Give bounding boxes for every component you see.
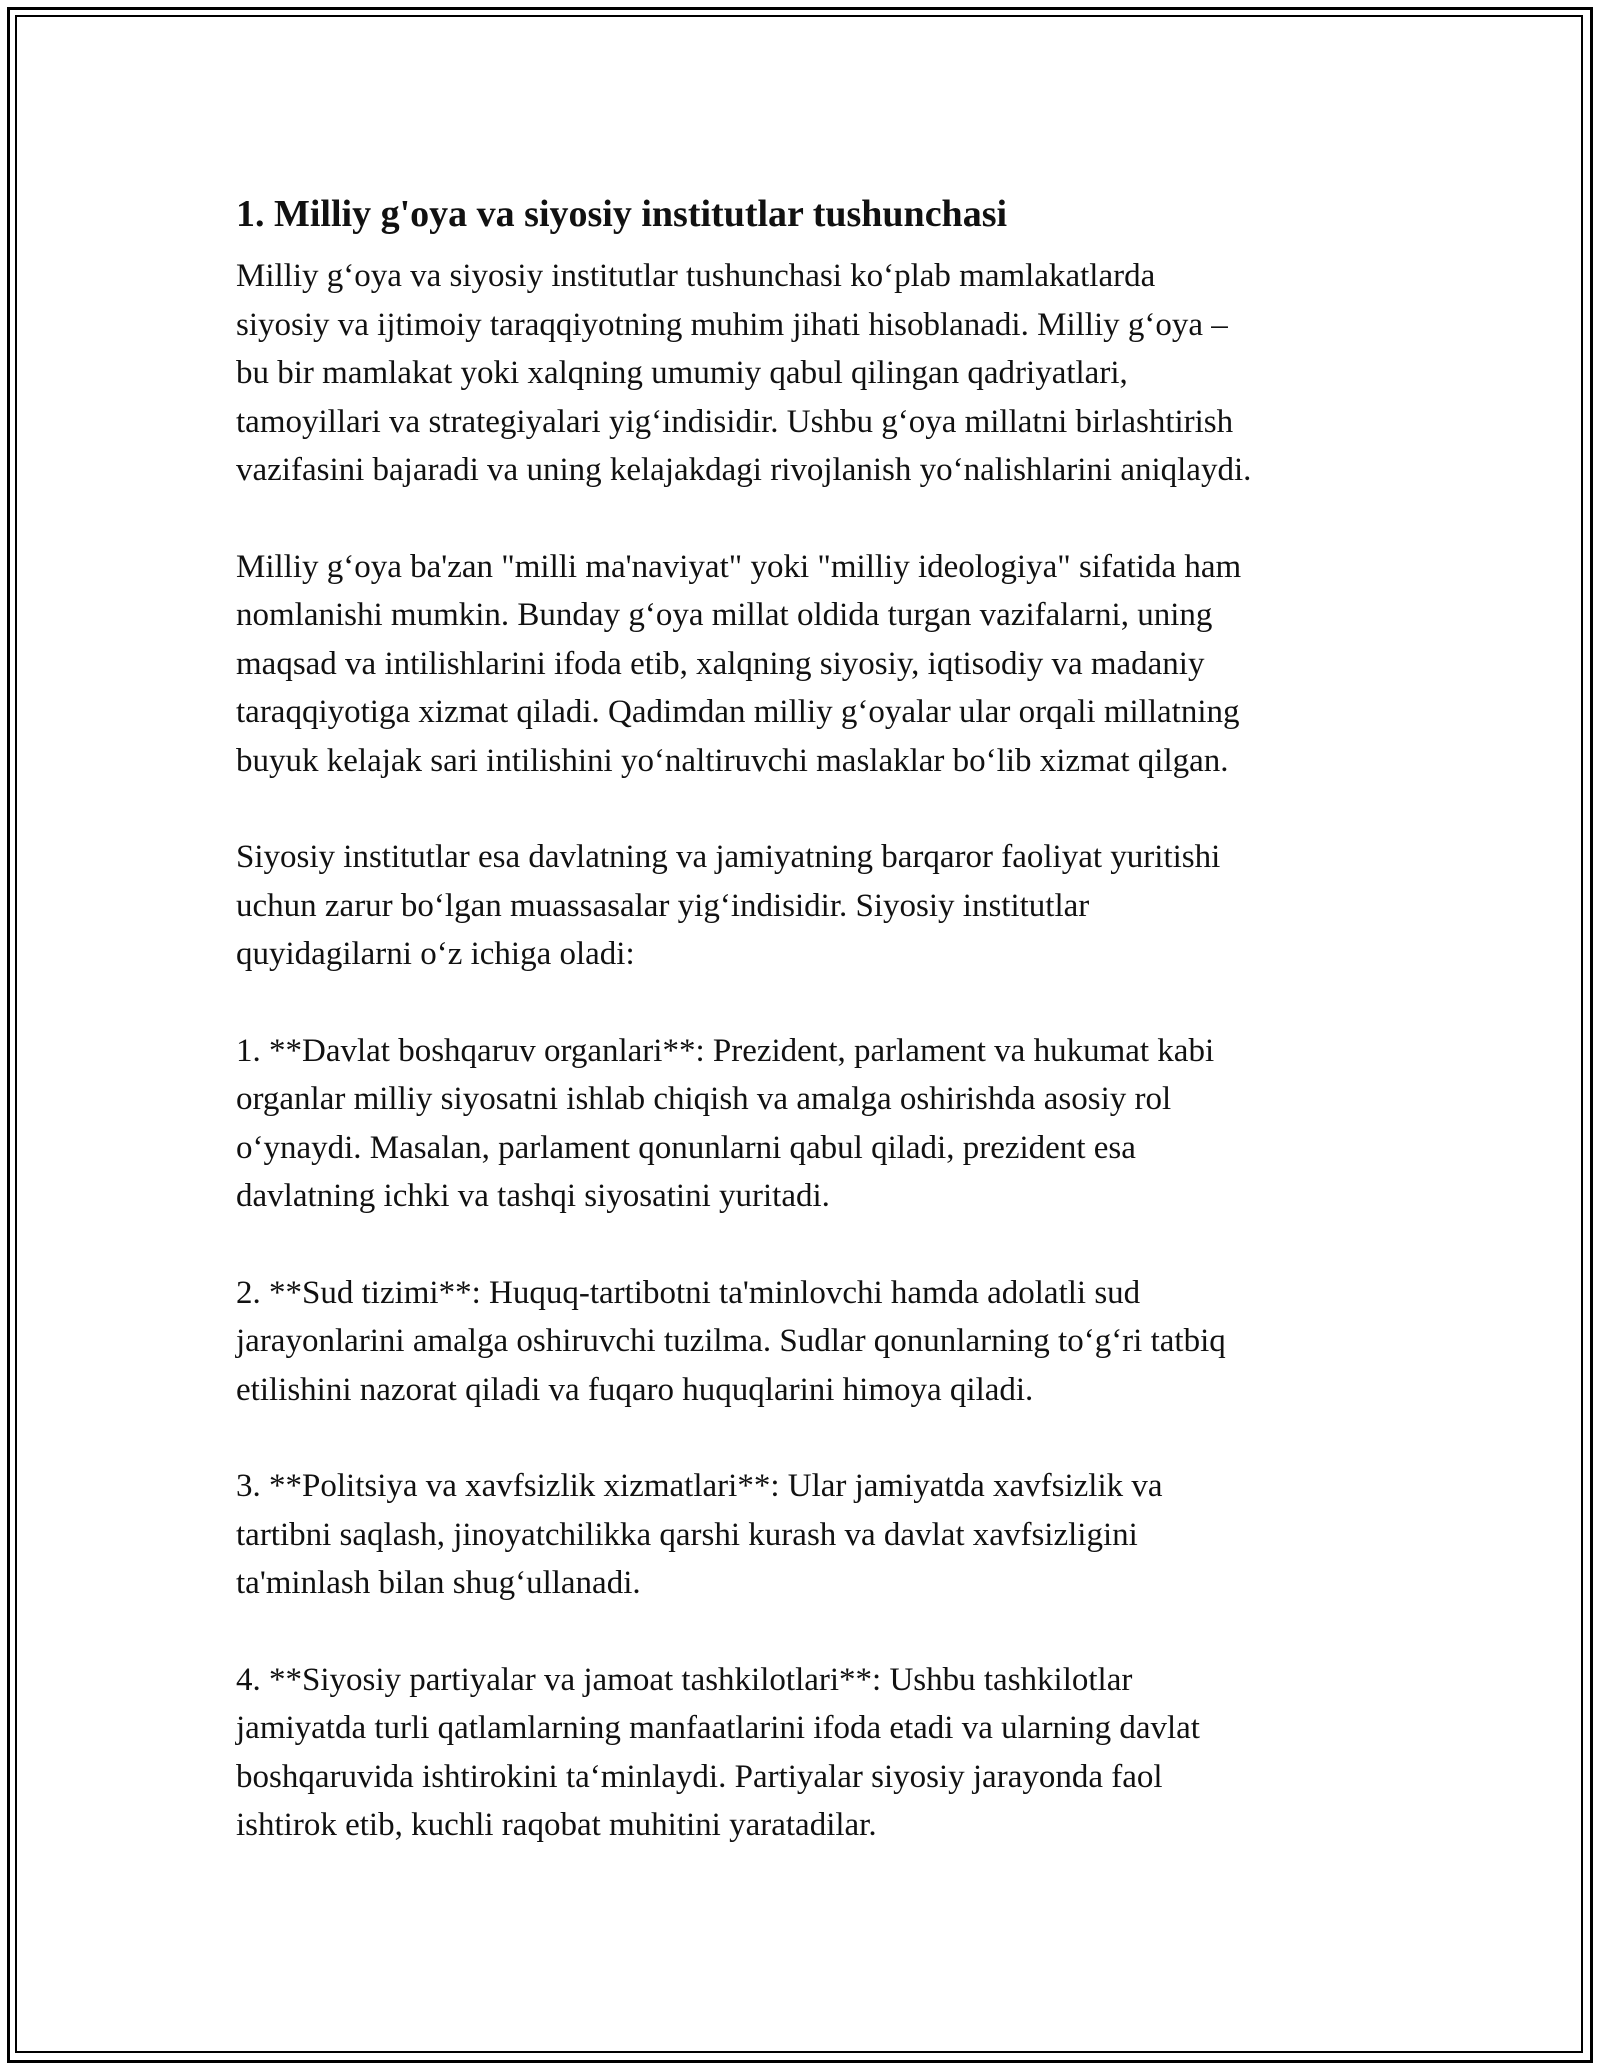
- paragraph-line: taraqqiyotiga xizmat qiladi. Qadimdan milliy g‘oyalar ular orqali millatning: [236, 694, 1240, 730]
- paragraph: [236, 1269, 1406, 1415]
- paragraph-line: o‘ynaydi. Masalan, parlament qonunlarni qabul qiladi, prezident esa: [236, 1129, 1136, 1166]
- paragraph-line: etilishini nazorat qiladi va fuqaro huquqlarini himoya qiladi.: [236, 1371, 1034, 1408]
- paragraph-line: jarayonlarini amalga oshiruvchi tuzilma. Sudlar qonunlarning to‘g‘ri tatbiq: [236, 1323, 1226, 1359]
- paragraph: [236, 252, 1406, 495]
- paragraph-line: 4. **Siyosiy partiyalar va jamoat tashkilotlari**: Ushbu tashkilotlar: [236, 1661, 1133, 1698]
- document-body: [236, 188, 1406, 1898]
- paragraph-line: boshqaruvida ishtirokini ta‘minlaydi. Partiyalar siyosiy jarayonda faol: [236, 1758, 1163, 1795]
- paragraph-line: buyuk kelajak sari intilishini yo‘naltiruvchi maslaklar bo‘lib xizmat qilgan.: [236, 742, 1229, 779]
- paragraph-line: tartibni saqlash, jinoyatchilikka qarshi kurash va davlat xavfsizligini: [236, 1516, 1138, 1553]
- paragraph: [236, 833, 1406, 979]
- paragraph: [236, 1656, 1406, 1850]
- paragraph-line: tamoyillari va strategiyalari yig‘indisidir. Ushbu g‘oya millatni birlashtirish: [236, 403, 1234, 440]
- paragraph-line: 2. **Sud tizimi**: Huquq-tartibotni ta'minlovchi hamda adolatli sud: [236, 1274, 1141, 1311]
- paragraph-line: quyidagilarni o‘z ichiga oladi:: [236, 936, 635, 972]
- paragraph-line: uchun zarur bo‘lgan muassasalar yig‘indisidir. Siyosiy institutlar: [236, 887, 1090, 924]
- paragraph-line: 1. **Davlat boshqaruv organlari**: Prezident, parlament va hukumat kabi: [236, 1032, 1215, 1069]
- paragraph: [236, 1462, 1406, 1608]
- paragraph-line: davlatning ichki va tashqi siyosatini yuritadi.: [236, 1178, 830, 1214]
- paragraph-line: 3. **Politsiya va xavfsizlik xizmatlari**: Ular jamiyatda xavfsizlik va: [236, 1468, 1163, 1504]
- paragraph-line: jamiyatda turli qatlamlarning manfaatlarini ifoda etadi va ularning davlat: [236, 1710, 1200, 1746]
- paragraph-line: Siyosiy institutlar esa davlatning va jamiyatning barqaror faoliyat yuritishi: [236, 839, 1221, 875]
- paragraph-line: maqsad va intilishlarini ifoda etib, xalqning siyosiy, iqtisodiy va madaniy: [236, 645, 1205, 682]
- paragraph-line: bu bir mamlakat yoki xalqning umumiy qabul qilingan qadriyatlari,: [236, 355, 1128, 391]
- paragraph-line: organlar milliy siyosatni ishlab chiqish va amalga oshirishda asosiy rol: [236, 1081, 1172, 1117]
- document-title: 1. Milliy g'oya va siyosiy institutlar tushunchasi: [236, 193, 1008, 235]
- paragraph: [236, 543, 1406, 786]
- paragraph: [236, 1027, 1406, 1221]
- paragraph-line: siyosiy va ijtimoiy taraqqiyotning muhim jihati hisoblanadi. Milliy g‘oya –: [236, 306, 1228, 343]
- paragraph-line: ishtirok etib, kuchli raqobat muhitini yaratadilar.: [236, 1807, 877, 1843]
- paragraph-line: ta'minlash bilan shug‘ullanadi.: [236, 1565, 641, 1601]
- paragraph-line: nomlanishi mumkin. Bunday g‘oya millat oldida turgan vazifalarni, uning: [236, 597, 1213, 633]
- paragraph-list: [236, 252, 1406, 1850]
- paragraph-line: Milliy g‘oya va siyosiy institutlar tushunchasi ko‘plab mamlakatlarda: [236, 258, 1156, 294]
- paragraph-line: vazifasini bajaradi va uning kelajakdagi rivojlanish yo‘nalishlarini aniqlaydi.: [236, 452, 1252, 488]
- paragraph-line: Milliy g‘oya ba'zan "milli ma'naviyat" yoki "milliy ideologiya" sifatida ham: [236, 548, 1242, 585]
